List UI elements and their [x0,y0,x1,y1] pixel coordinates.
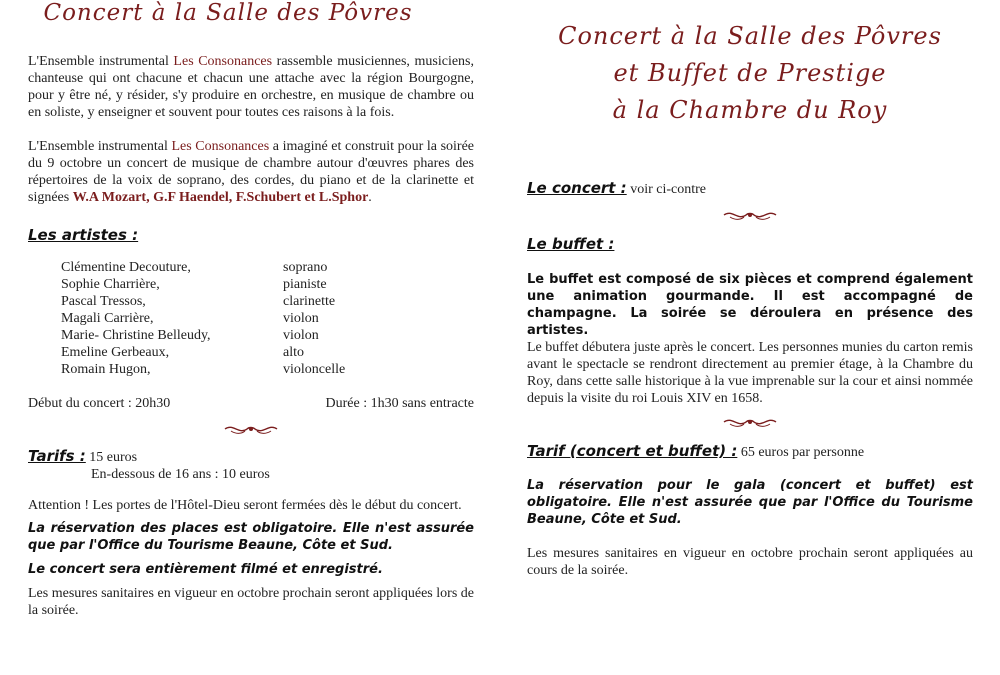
concert-text: voir ci-contre [626,182,706,197]
tarif-main: 15 euros [85,450,138,465]
tarifs-section [28,448,474,483]
artist-row: Pascal Tressos, clarinette [61,294,336,309]
buffet-text: Le buffet débutera juste après le concert. Les personnes munies du carton remis avant le spectacle se rendront directement au premier étage, à la Chambre du Roy, dans cette salle historique à la vue imprenable sur la cour et ainsi nommée depuis la visite du roi Louis XIV en 1658. [527,340,973,406]
ensemble-name: Les Consonances [173,54,273,69]
gala-reservation-note: La réservation pour le gala (concert et buffet) est obligatoire. Elle n'est assurée que par l'Office du Tourisme Beaune, Côte et Sud. [527,478,973,527]
left-title: Concert à la Salle des Pôvres [43,0,413,26]
sanitary-note: Les mesures sanitaires en vigueur en octobre prochain seront appliquées lors de la soirée. [28,586,474,618]
duration: Durée : 1h30 sans entracte [325,396,474,411]
artists-heading: Les artistes : [28,226,139,244]
ensemble-name-2: Les Consonances [171,139,270,154]
tarif-child: En-dessous de 16 ans : 10 euros [91,467,270,482]
right-title [527,18,973,129]
start-time: Début du concert : 20h30 [28,396,171,411]
buffet-heading: Le buffet : [527,235,615,253]
left-column [28,0,474,675]
concert-heading: Le concert : [527,179,627,197]
tarif-heading: Tarif (concert et buffet) : [527,442,738,460]
right-column [527,0,973,675]
attention-text: Attention ! Les portes de l'Hôtel-Dieu seront fermées dès le début du concert. [28,498,462,513]
buffet-bold: Le buffet est composé de six pièces et comprend également une animation gourmande. Il est accompagné de champagne. La soirée se déroulera en présence des artistes. [527,272,973,338]
intro-paragraph-1: L'Ensemble instrumental Les Consonances rassemble musiciennes, musiciens, chanteuse qui ont chacune et chacun une attache avec la région Bourgogne, pour y être né, y résider, s'y produire en orchestre, en musique de chambre ou en soliste, y enseigner et souvent pour toutes ces raisons à la fois. [28,54,474,120]
flourish-icon [722,208,778,222]
concert-timing [28,395,474,412]
tarifs-heading: Tarifs : [28,447,86,465]
concert-section [527,180,973,198]
artist-row: Clémentine Decouture, soprano [61,260,328,275]
filmed-note: Le concert sera entièrement filmé et enregistré. [28,562,383,577]
artist-row: Emeline Gerbeaux, alto [61,345,304,360]
artist-row: Magali Carrière, violon [61,311,319,326]
right-title-line-2: et Buffet de Prestige [613,59,887,87]
reservation-note: La réservation des places est obligatoire. Elle n'est assurée que par l'Office du Tourisme Beaune, Côte et Sud. [28,521,474,553]
artists-list [61,259,474,378]
artist-row: Marie- Christine Belleudy, violon [61,328,319,343]
right-title-line-3: à la Chambre du Roy [612,96,888,124]
intro-paragraph-2: L'Ensemble instrumental Les Consonances a imaginé et construit pour la soirée du 9 octobre un concert de musique de chambre autour d'œuvres phares des répertoires de la voix de soprano, des cordes, du piano et de la clarinette et signées W.A Mozart, G.F Haendel, F.Schubert et L.Sphor. [28,139,474,205]
composers: W.A Mozart, G.F Haendel, F.Schubert et L.Sphor [72,190,369,205]
right-title-line-1: Concert à la Salle des Pôvres [558,22,942,50]
ornament-divider [527,415,973,429]
ornament-divider [28,422,474,436]
tarif-text: 65 euros par personne [737,445,865,460]
ornament-divider [527,208,973,222]
flourish-icon [722,415,778,429]
sanitary-note-right: Les mesures sanitaires en vigueur en octobre prochain seront appliquées au cours de la soirée. [527,546,973,578]
artist-row: Sophie Charrière, pianiste [61,277,327,292]
artist-row: Romain Hugon, violoncelle [61,362,346,377]
tarif-section [527,443,973,461]
flourish-icon [223,422,279,436]
